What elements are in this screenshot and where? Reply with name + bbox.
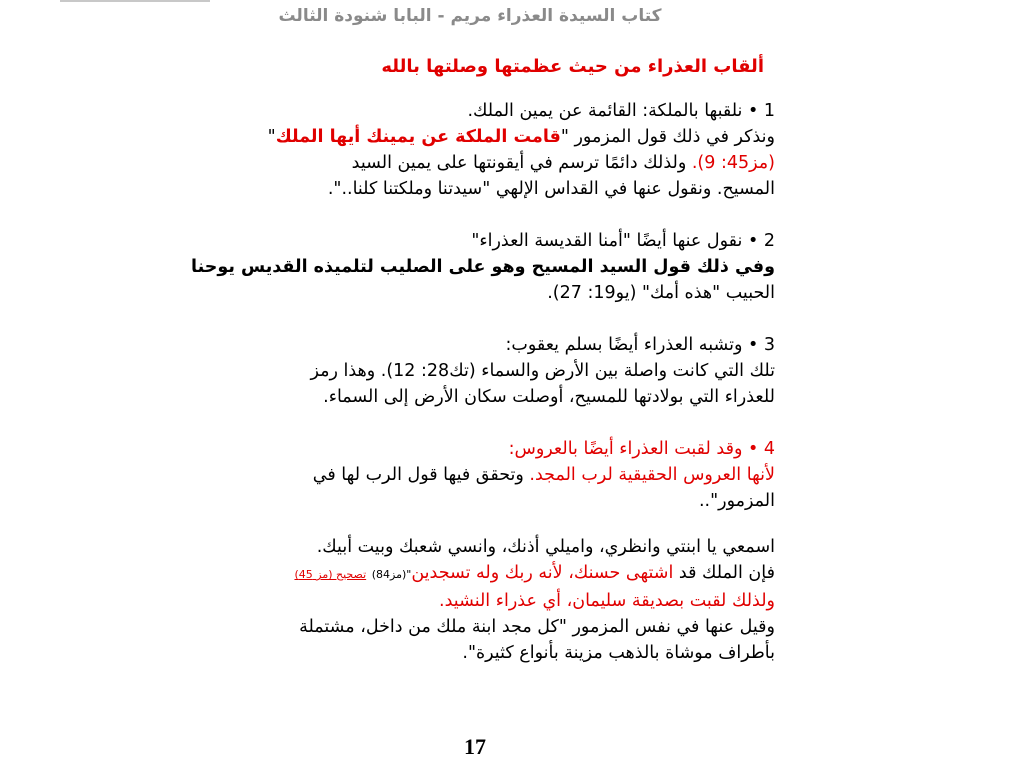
poem-line-4: وقيل عنها في نفس المزمور "كل مجد ابنة ملك من داخل، مشتملة <box>299 617 775 637</box>
item-1-heading: 1 • نلقبها بالملكة: القائمة عن يمين الملك. <box>467 101 775 121</box>
item-4-line-2 <box>165 462 775 488</box>
psalm-quotation <box>165 534 775 666</box>
item-1-line-4: المسيح. ونقول عنها في القداس الإلهي "سيدتنا وملكتنا كلنا..". <box>327 179 775 199</box>
item-4-line-3: المزمور".. <box>698 491 775 511</box>
poem-line-2 <box>165 560 775 588</box>
item-3-line-2: تلك التي كانت واصلة بين الأرض والسماء (تك28: 12). وهذا رمز <box>310 361 775 381</box>
title-item-4 <box>165 436 775 514</box>
poem-line-2-ref: "(مز84) <box>371 568 412 581</box>
item-1-line-2 <box>165 124 775 150</box>
item-1-line-2-before: ونذكر في ذلك قول المزمور " <box>560 127 775 147</box>
item-3-line-3: للعذراء التي بولادتها للمسيح، أوصلت سكان الأرض إلى السماء. <box>323 387 775 407</box>
psalm-reference: (مز45: 9). <box>691 153 775 173</box>
title-item-3 <box>165 332 775 410</box>
item-2-heading: 2 • نقول عنها أيضًا "أمنا القديسة العذراء" <box>471 231 775 251</box>
item-4-line-2-rest: وتحقق فيها قول الرب لها في <box>312 465 530 485</box>
item-2-line-3: الحبيب "هذه أمك" (يو19: 27). <box>547 283 775 303</box>
item-4-line-2-red: لأنها العروس الحقيقية لرب المجد. <box>529 465 775 485</box>
header-rule <box>60 0 210 2</box>
item-1-line-3-rest: ولذلك دائمًا ترسم في أيقونتها على يمين السيد <box>351 153 692 173</box>
title-item-2 <box>165 228 775 306</box>
title-item-1 <box>165 98 775 202</box>
poem-line-2-red: اشتهى حسنك، لأنه ربك وله تسجدين <box>411 563 674 583</box>
item-2-line-2: وفي ذلك قول السيد المسيح وهو على الصليب لتلميذه القديس يوحنا <box>191 257 775 277</box>
poem-line-1: اسمعي يا ابنتي وانظري، واميلي أذنك، وانسي شعبك وبيت أبيك. <box>316 537 775 557</box>
document-body <box>165 98 775 666</box>
item-4-heading: 4 • وقد لقبت العذراء أيضًا بالعروس: <box>508 439 775 459</box>
item-1-line-2-after: " <box>267 127 276 147</box>
poem-line-5: بأطراف موشاة بالذهب مزينة بأنواع كثيرة". <box>462 643 775 663</box>
poem-line-3: ولذلك لقبت بصديقة سليمان، أي عذراء النشيد. <box>439 591 775 611</box>
page-number: 17 <box>464 734 486 759</box>
item-1-line-3 <box>165 150 775 176</box>
reference-correction: تصحيح (مز 45) <box>294 568 367 581</box>
poem-line-2-before: فإن الملك قد <box>673 563 775 583</box>
section-title: ألقاب العذراء من حيث عظمتها وصلتها بالله <box>381 56 764 77</box>
psalm-quote: قامت الملكة عن يمينك أيها الملك <box>275 127 561 147</box>
page-header: كتاب السيدة العذراء مريم - البابا شنودة الثالث <box>278 6 662 26</box>
item-3-heading: 3 • وتشبه العذراء أيضًا بسلم يعقوب: <box>505 335 775 355</box>
